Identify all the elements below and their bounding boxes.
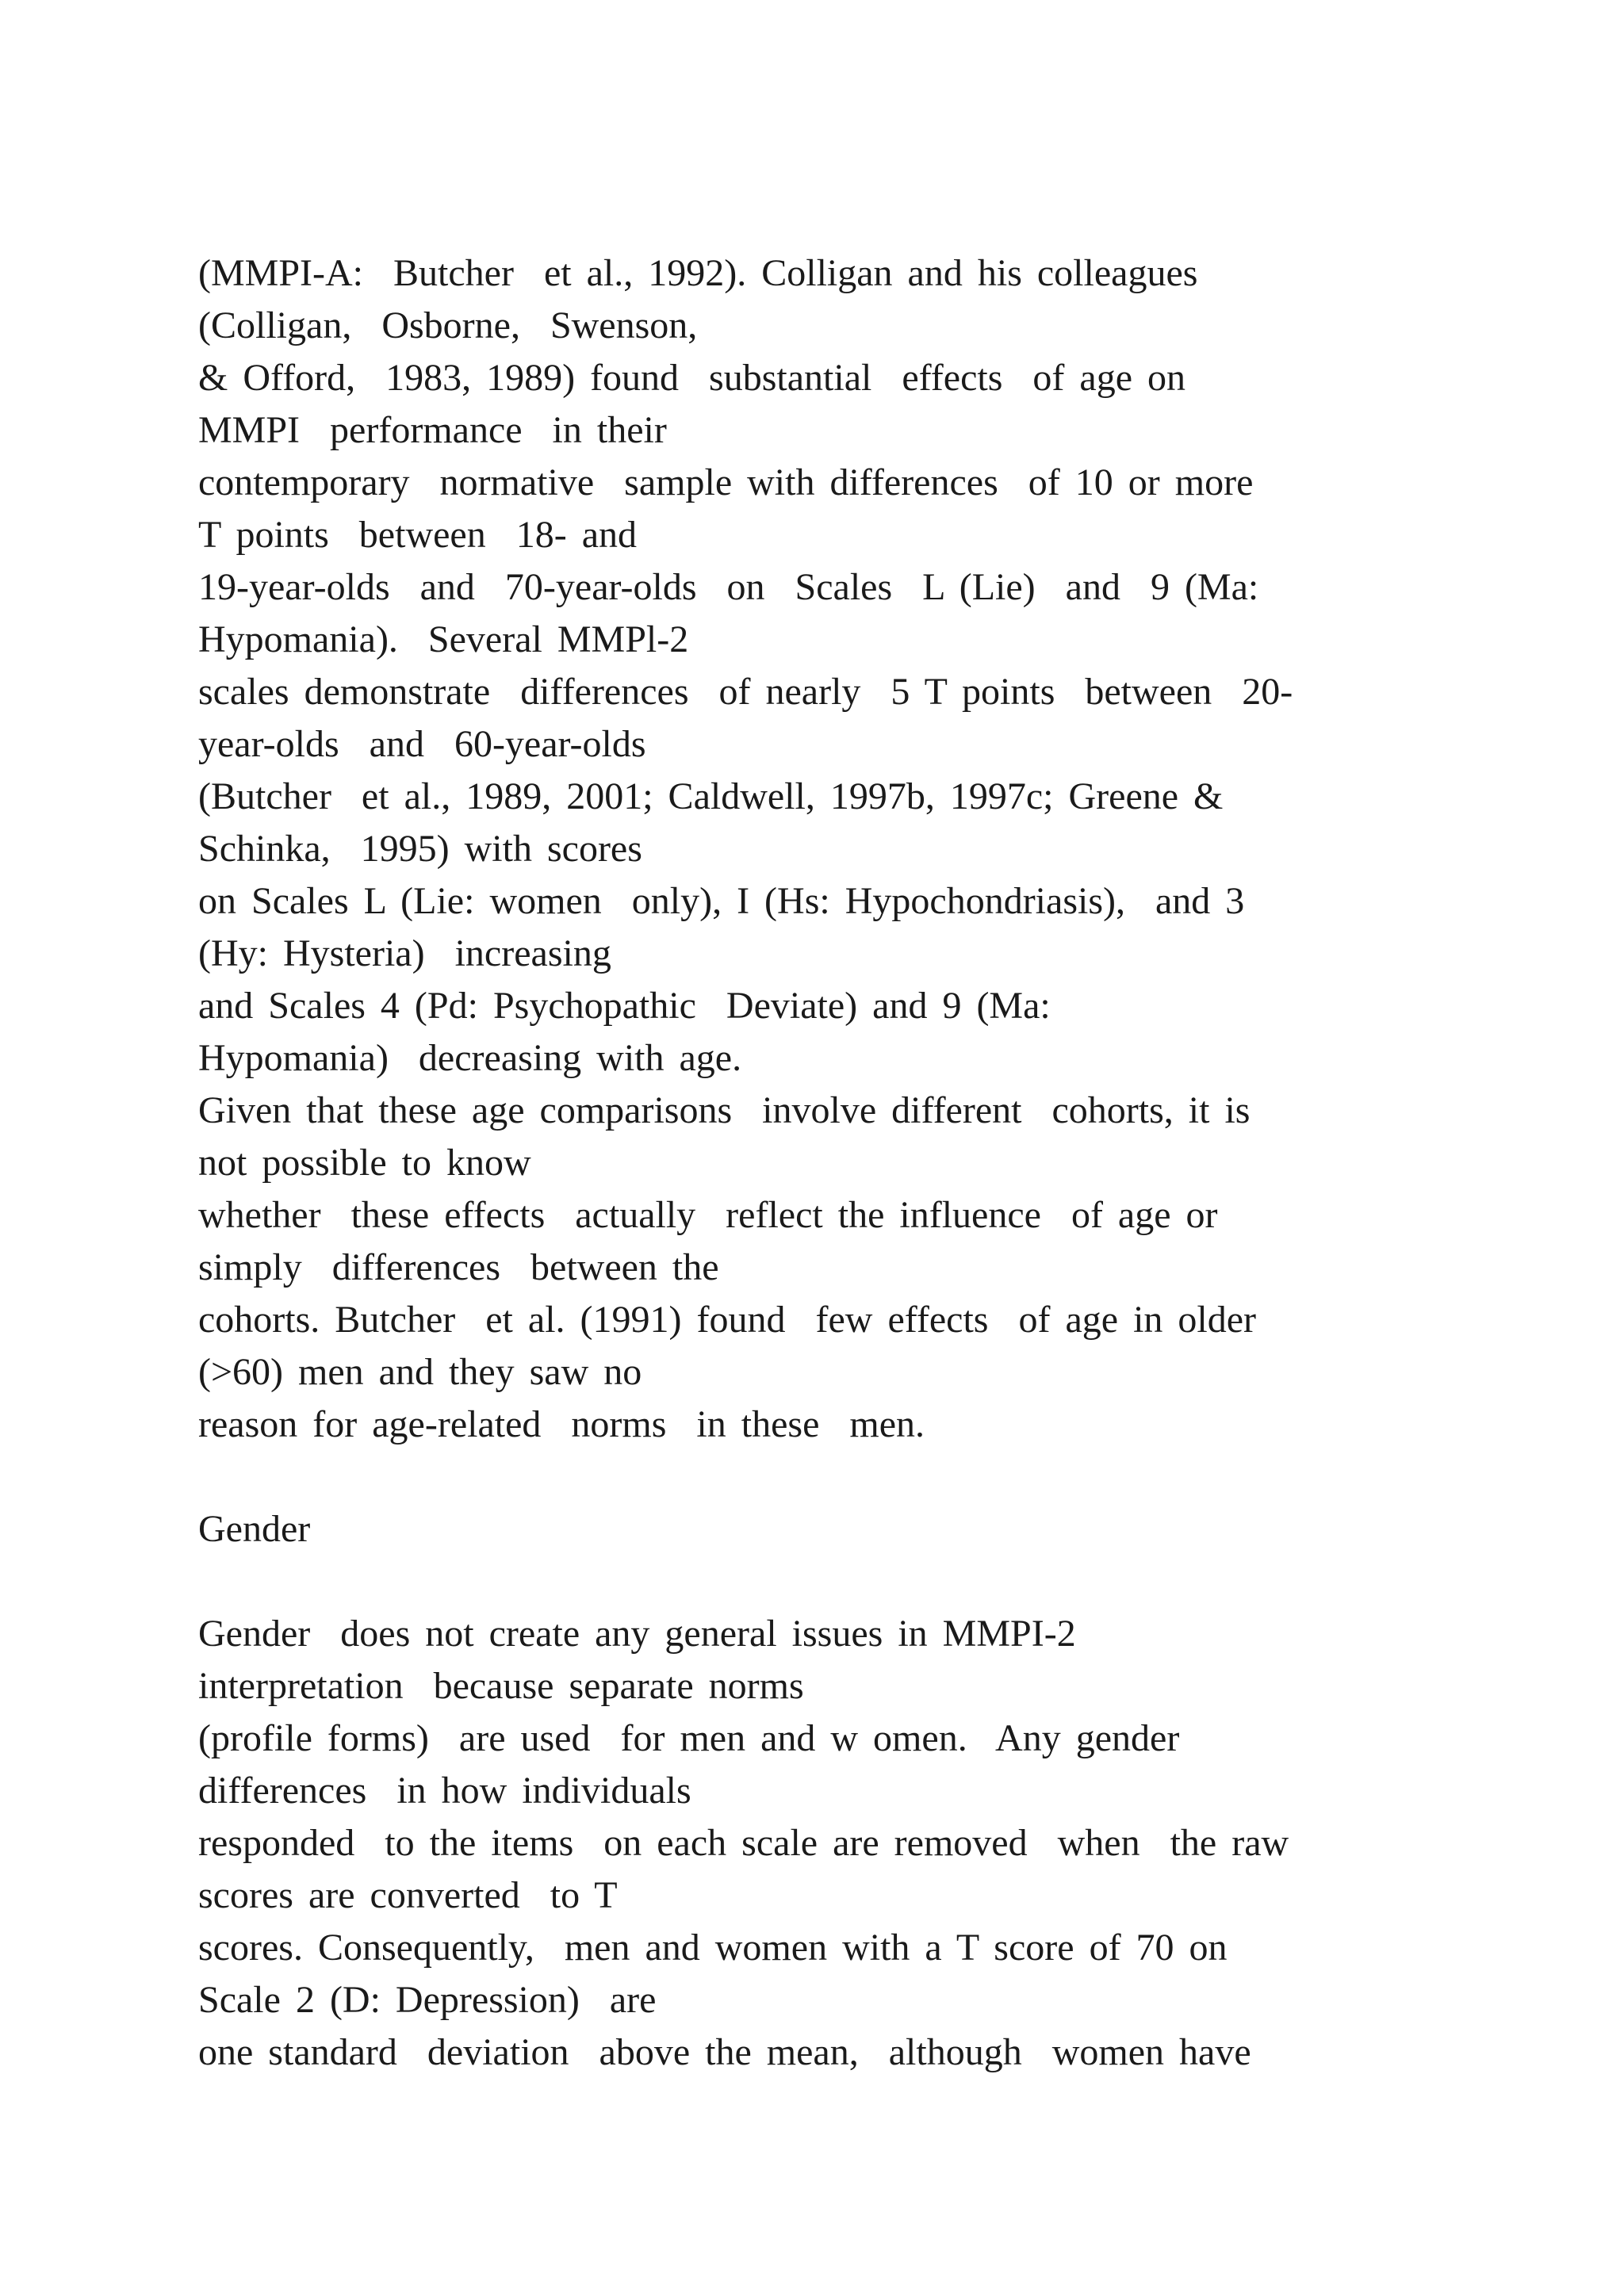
text-line: Given that these age comparisons involve different cohorts, it is <box>198 1089 1251 1131</box>
text-line: & Offord, 1983, 1989) found substantial effects of age on <box>198 357 1185 399</box>
text-line: differences in how individuals <box>198 1770 691 1812</box>
text-line: contemporary normative sample with differences of 10 or more <box>198 461 1254 503</box>
text-line: MMPI performance in their <box>198 409 667 451</box>
text-line: (>60) men and they saw no <box>198 1351 642 1393</box>
text-line: not possible to know <box>198 1142 531 1184</box>
text-line: (Colligan, Osborne, Swenson, <box>198 304 698 346</box>
text-line: Hypomania) decreasing with age. <box>198 1037 742 1079</box>
document-body <box>198 247 1499 2079</box>
text-line: (Hy: Hysteria) increasing <box>198 932 611 974</box>
text-line: reason for age-related norms in these men. <box>198 1403 925 1445</box>
text-line: year-olds and 60-year-olds <box>198 723 646 765</box>
text-line: simply differences between the <box>198 1246 719 1288</box>
text-line: 19-year-olds and 70-year-olds on Scales L (Lie) and 9 (Ma: <box>198 566 1259 608</box>
text-line: whether these effects actually reflect the influence of age or <box>198 1194 1218 1236</box>
text-line: one standard deviation above the mean, although women have <box>198 2031 1251 2073</box>
text-line: responded to the items on each scale are removed when the raw <box>198 1822 1289 1864</box>
blank-line <box>198 1451 1499 1503</box>
text-line: cohorts. Butcher et al. (1991) found few effects of age in older <box>198 1299 1257 1341</box>
text-line: scales demonstrate differences of nearly 5 T points between 20- <box>198 671 1293 713</box>
text-line: on Scales L (Lie: women only), I (Hs: Hypochondriasis), and 3 <box>198 880 1245 922</box>
text-line: Scale 2 (D: Depression) are <box>198 1979 657 2021</box>
text-line: (Butcher et al., 1989, 2001; Caldwell, 1997b, 1997c; Greene & <box>198 775 1224 817</box>
text-line: (profile forms) are used for men and w omen. Any gender <box>198 1717 1180 1759</box>
text-line: interpretation because separate norms <box>198 1665 804 1707</box>
text-line: and Scales 4 (Pd: Psychopathic Deviate) and 9 (Ma: <box>198 985 1051 1027</box>
text-line: Schinka, 1995) with scores <box>198 828 642 870</box>
text-line: Gender does not create any general issues in MMPI-2 <box>198 1613 1076 1655</box>
paragraph-gender <box>198 1608 1499 2079</box>
paragraph-age-effects <box>198 247 1499 1451</box>
text-line: scores. Consequently, men and women with a T score of 70 on <box>198 1927 1228 1969</box>
section-heading-gender: Gender <box>198 1508 311 1550</box>
blank-line <box>198 1556 1499 1608</box>
text-line: scores are converted to T <box>198 1874 618 1916</box>
text-line: Hypomania). Several MMPl-2 <box>198 618 689 660</box>
text-line: (MMPI-A: Butcher et al., 1992). Colligan and his colleagues <box>198 252 1198 294</box>
text-line: T points between 18- and <box>198 514 638 556</box>
